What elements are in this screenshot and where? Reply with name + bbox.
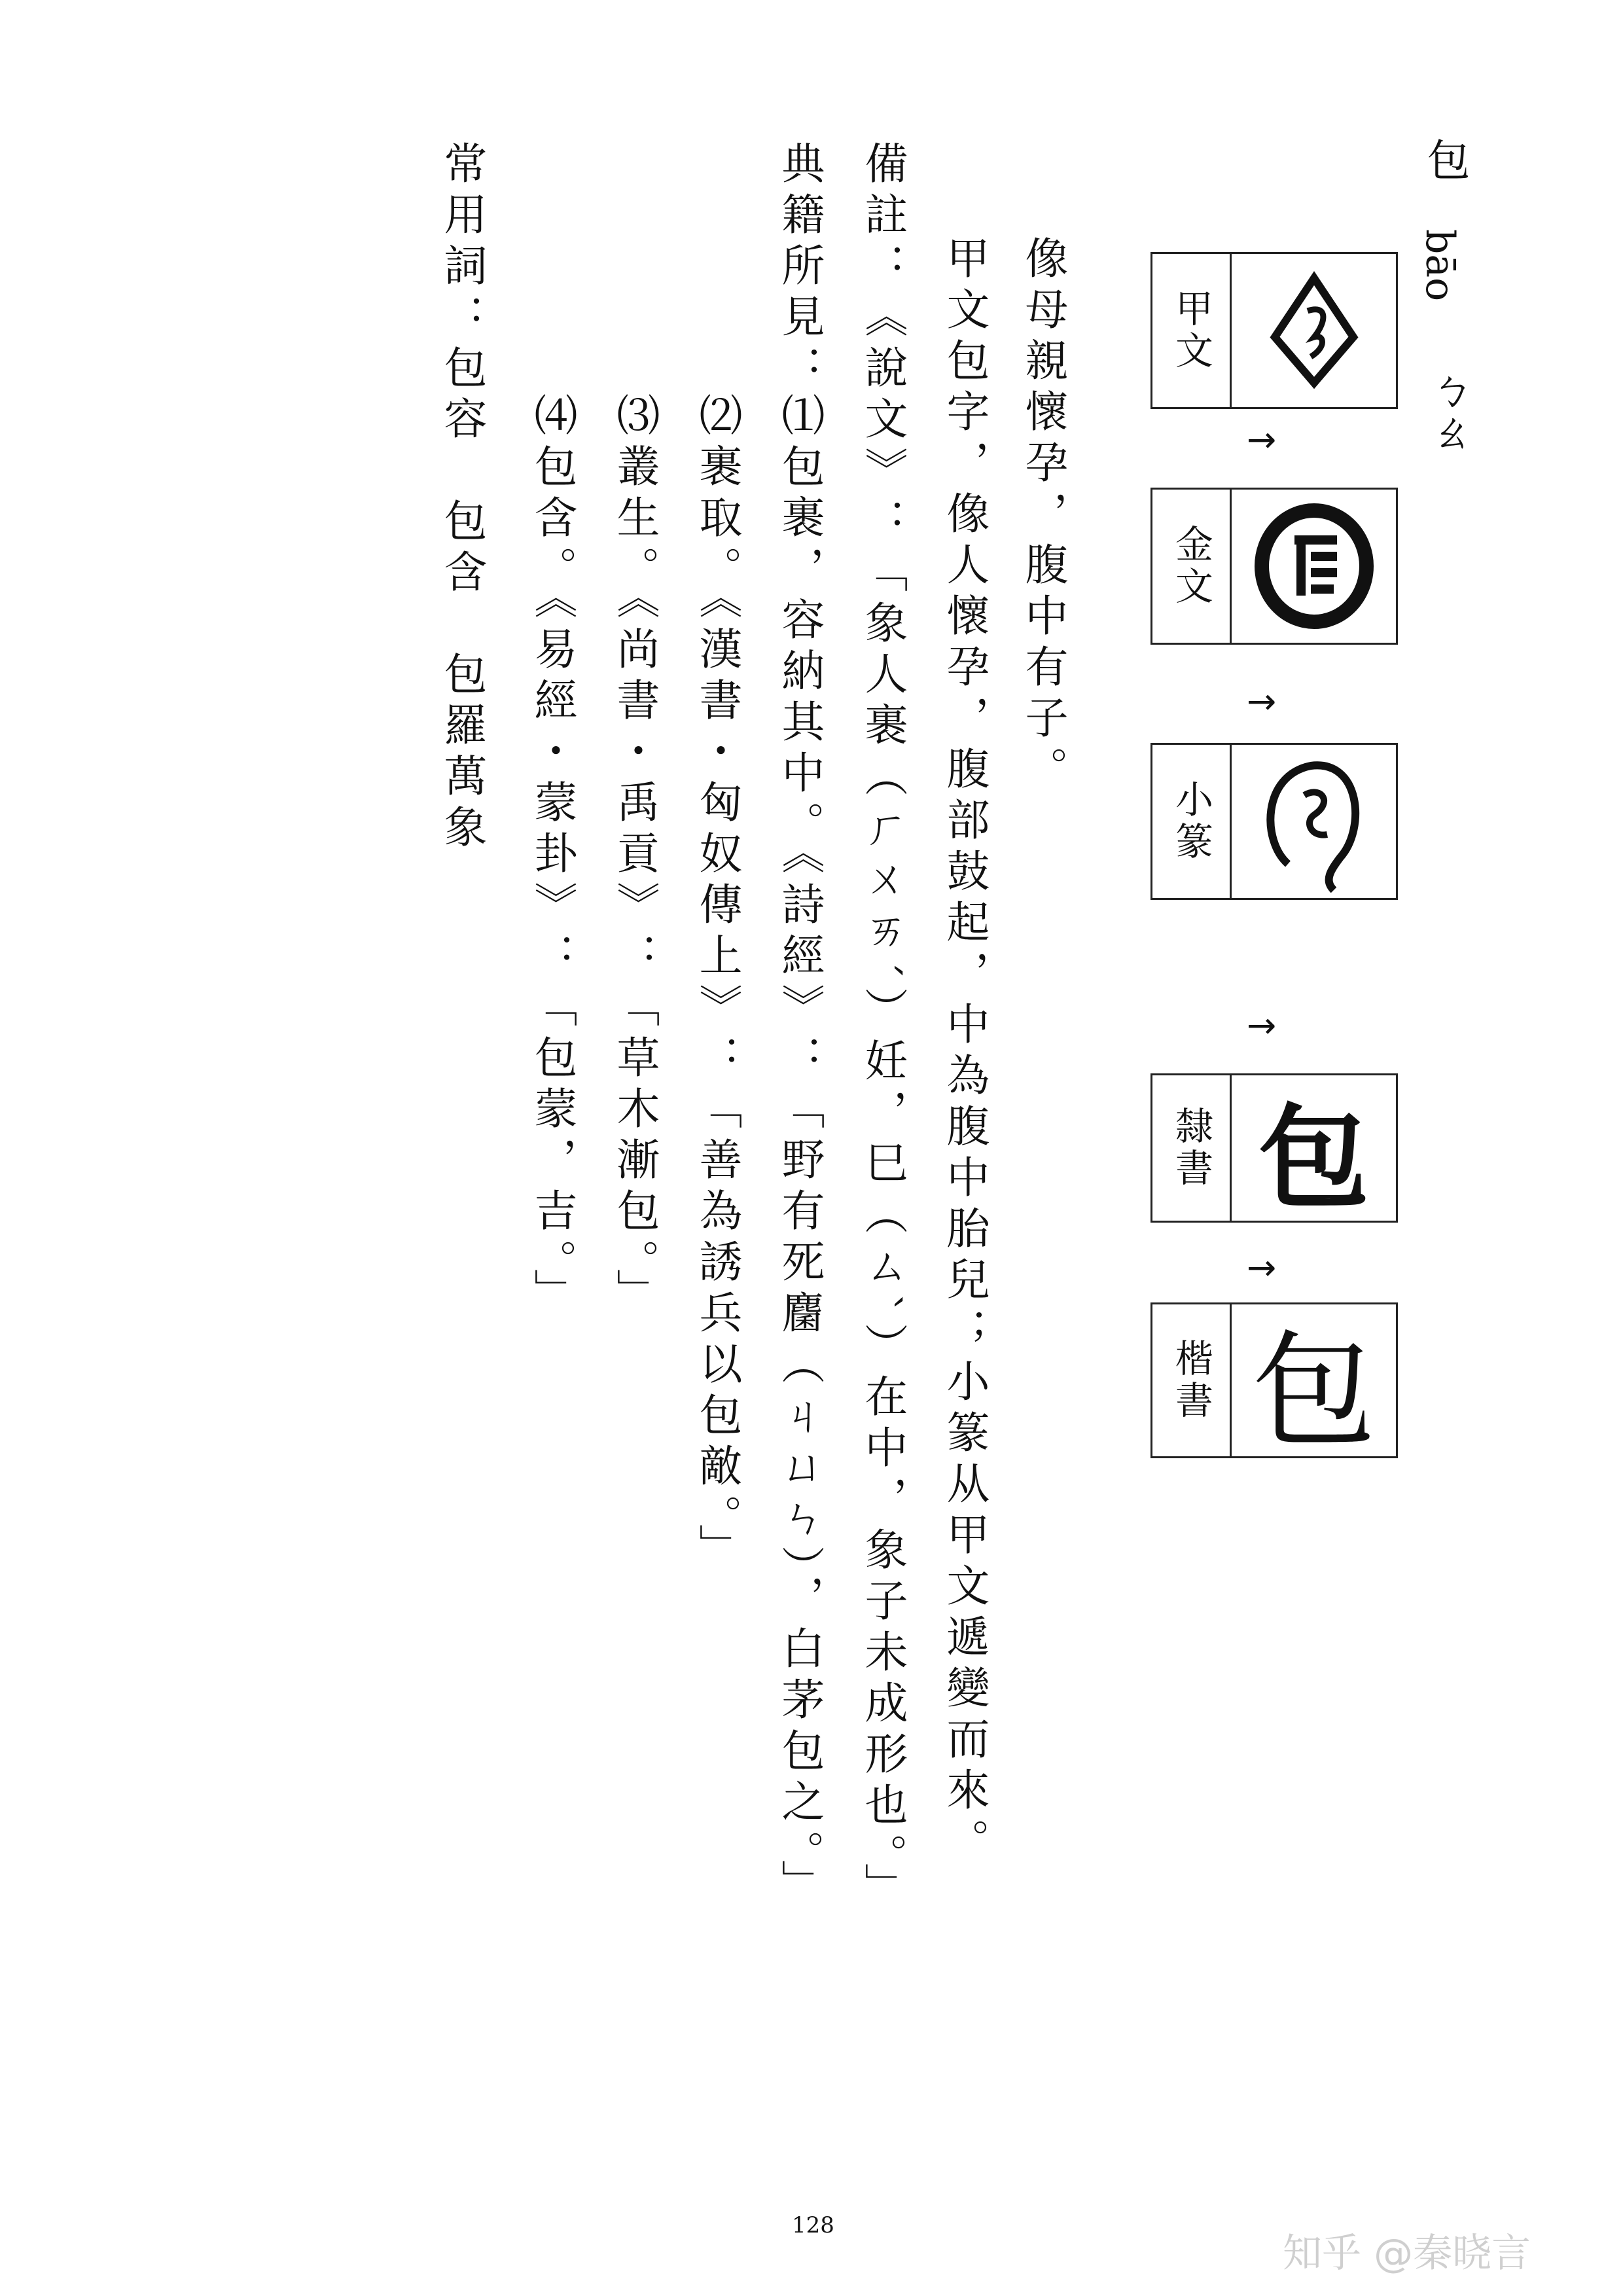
script-box-bronze <box>1150 488 1398 645</box>
common-words: 常用詞：包容 包含 包羅萬象 <box>437 141 487 855</box>
script-box-seal <box>1150 743 1398 900</box>
script-label: 隸書 <box>1169 1106 1213 1190</box>
bronze-glyph <box>1232 490 1396 643</box>
script-label: 小篆 <box>1169 780 1213 863</box>
classics-item-2: ⑵裹取。《漢書・匈奴傳上》：「善為誘兵以包敵。」 <box>692 393 742 1575</box>
script-label: 楷書 <box>1169 1338 1213 1422</box>
arrow-2: → <box>1247 681 1277 722</box>
watermark: 知乎 @秦晓言 <box>1283 2231 1531 2276</box>
classics-heading: 典籍所見： <box>774 141 825 396</box>
entry-character: 包 <box>1419 137 1470 181</box>
regular-glyph: 包 <box>1251 1318 1376 1463</box>
classics-item-3: ⑶叢生。《尚書・禹貢》：「草木漸包。」 <box>609 393 660 1319</box>
script-box-clerical <box>1150 1073 1398 1223</box>
script-label: 甲文 <box>1169 289 1213 372</box>
arrow-4: → <box>1247 1247 1277 1288</box>
oracle-glyph <box>1232 254 1396 407</box>
script-label: 金文 <box>1169 524 1213 608</box>
clerical-glyph: 包 <box>1258 1092 1370 1223</box>
entry-zhuyin: ㄅㄠ <box>1423 367 1473 453</box>
arrow-1: → <box>1247 419 1277 460</box>
classics-item-1: ⑴包裹，容納其中。《詩經》：「野有死麕（ㄐㄩㄣ），白茅包之。」 <box>774 393 825 1910</box>
notes-text: 備註：《說文》：「象人裹（ㄏㄨㄞˊ）妊，巳（ㄙˋ）在中，象子未成形也。」 <box>857 141 908 1914</box>
classics-item-4: ⑷包含。《易經・蒙卦》：「包蒙，吉。」 <box>527 393 577 1319</box>
page-number: 128 <box>792 2212 834 2238</box>
script-box-oracle <box>1150 252 1398 409</box>
explanation-text: 甲文包字，像人懷孕，腹部鼓起，中為腹中胎兒；小篆从甲文遞變而來。 <box>939 236 990 1869</box>
arrow-3: → <box>1247 1005 1277 1046</box>
entry-pinyin: bāo <box>1417 229 1463 302</box>
seal-glyph <box>1232 745 1396 898</box>
meaning-text: 像母親懷孕，腹中有子。 <box>1018 236 1068 797</box>
script-box-regular <box>1150 1302 1398 1463</box>
